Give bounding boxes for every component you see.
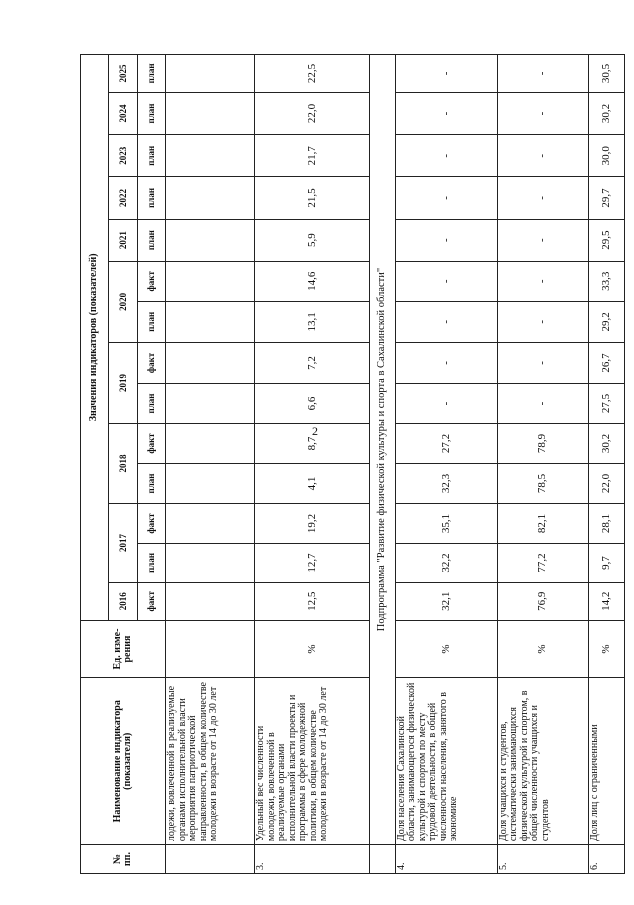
value-cell bbox=[166, 177, 255, 219]
value-cell: - bbox=[395, 301, 497, 342]
table-row bbox=[395, 55, 497, 874]
value-cell bbox=[166, 463, 255, 503]
value-cell: 5,9 bbox=[255, 219, 370, 261]
year-header: 2018 bbox=[108, 423, 138, 503]
value-cell: 76,9 bbox=[497, 582, 588, 620]
row-num: 6. bbox=[588, 845, 624, 874]
indicator-name: Доля учащихся и студентов, систематически занимающихся физической культурой и спортом, в общей численности учащихся и студентов bbox=[497, 678, 588, 845]
header-name: Наименование индикатора (показателя) bbox=[81, 678, 166, 845]
value-cell: - bbox=[395, 92, 497, 134]
table-row bbox=[497, 55, 588, 874]
value-cell: 33,3 bbox=[588, 261, 624, 301]
value-cell bbox=[166, 543, 255, 582]
header-unit: Ед. изме-рения bbox=[81, 620, 166, 678]
year-header: 2016 bbox=[108, 582, 138, 620]
value-cell: - bbox=[497, 92, 588, 134]
row-num: 4. bbox=[395, 845, 497, 874]
value-cell bbox=[166, 261, 255, 301]
year-header: 2017 bbox=[108, 503, 138, 582]
subheader: факт bbox=[138, 261, 166, 301]
value-cell bbox=[166, 383, 255, 423]
row-unit: % bbox=[395, 620, 497, 678]
value-cell bbox=[166, 423, 255, 463]
table-row bbox=[166, 55, 255, 874]
value-cell: 27,5 bbox=[588, 383, 624, 423]
subheader: план bbox=[138, 219, 166, 261]
value-cell: 32,1 bbox=[395, 582, 497, 620]
value-cell: 9,7 bbox=[588, 543, 624, 582]
subheader: план bbox=[138, 301, 166, 342]
value-cell: 4,1 bbox=[255, 463, 370, 503]
value-cell: 21,7 bbox=[255, 135, 370, 177]
value-cell: 7,2 bbox=[255, 342, 370, 383]
subheader: план bbox=[138, 55, 166, 93]
value-cell: 32,2 bbox=[395, 543, 497, 582]
value-cell: - bbox=[395, 383, 497, 423]
value-cell: 82,1 bbox=[497, 503, 588, 543]
subheader: факт bbox=[138, 342, 166, 383]
subheader: план bbox=[138, 383, 166, 423]
value-cell: 14,6 bbox=[255, 261, 370, 301]
subheader: план bbox=[138, 543, 166, 582]
row-unit: % bbox=[588, 620, 624, 678]
value-cell bbox=[166, 503, 255, 543]
value-cell bbox=[166, 92, 255, 134]
indicator-name: Удельный вес численности молодежи, вовлеченной в реализуемые органами исполнительной власти проекты и программы в сфере молодежной политики, в общем количестве молодежи в возрасте от 14 до 30 лет bbox=[255, 678, 370, 845]
year-header: 2021 bbox=[108, 219, 138, 261]
indicator-name: Доля лиц с ограниченными bbox=[588, 678, 624, 845]
value-cell: - bbox=[497, 135, 588, 177]
value-cell: 12,7 bbox=[255, 543, 370, 582]
value-cell: 19,2 bbox=[255, 503, 370, 543]
value-cell: - bbox=[395, 177, 497, 219]
year-header: 2020 bbox=[108, 261, 138, 342]
value-cell: 6,6 bbox=[255, 383, 370, 423]
year-header: 2023 bbox=[108, 135, 138, 177]
subprogram-row bbox=[370, 55, 396, 874]
row-num bbox=[166, 845, 255, 874]
value-cell: 78,5 bbox=[497, 463, 588, 503]
value-cell: 22,5 bbox=[255, 55, 370, 93]
value-cell: - bbox=[395, 55, 497, 93]
value-cell: - bbox=[497, 219, 588, 261]
value-cell: 22,0 bbox=[255, 92, 370, 134]
subprogram-title: Подпрограмма "Развитие физической культуры и спорта в Сахалинской области" bbox=[370, 55, 396, 845]
value-cell: 30,0 bbox=[588, 135, 624, 177]
value-cell: 30,2 bbox=[588, 423, 624, 463]
subheader: факт bbox=[138, 423, 166, 463]
value-cell: 29,7 bbox=[588, 177, 624, 219]
value-cell: 77,2 bbox=[497, 543, 588, 582]
subheader: план bbox=[138, 177, 166, 219]
header-num: № пп. bbox=[81, 845, 166, 874]
value-cell bbox=[166, 55, 255, 93]
year-header: 2019 bbox=[108, 342, 138, 423]
indicator-name: лодежи, вовлеченной в реализуемые органами исполнительной власти мероприятия патриотической направленности, в общем количестве молодежи в возрасте от 14 до 30 лет bbox=[166, 678, 255, 845]
value-cell: 35,1 bbox=[395, 503, 497, 543]
value-cell: - bbox=[497, 177, 588, 219]
value-cell: 29,5 bbox=[588, 219, 624, 261]
value-cell: - bbox=[497, 261, 588, 301]
indicators-table bbox=[80, 54, 625, 874]
value-cell: - bbox=[497, 342, 588, 383]
value-cell: - bbox=[497, 55, 588, 93]
header-group: Значения индикаторов (показателей) bbox=[81, 55, 109, 621]
indicator-name: Доля населения Сахалинской области, занимающегося физической культурой и спортом по месту трудовой деятельности, в общей численности населения, занятого в экономике bbox=[395, 678, 497, 845]
table-row bbox=[255, 55, 370, 874]
value-cell: 29,2 bbox=[588, 301, 624, 342]
value-cell: 27,2 bbox=[395, 423, 497, 463]
subheader: план bbox=[138, 135, 166, 177]
subheader: факт bbox=[138, 582, 166, 620]
value-cell: - bbox=[395, 135, 497, 177]
value-cell bbox=[166, 342, 255, 383]
row-unit: % bbox=[255, 620, 370, 678]
value-cell: 30,5 bbox=[588, 55, 624, 93]
value-cell: - bbox=[497, 301, 588, 342]
value-cell: 14,2 bbox=[588, 582, 624, 620]
value-cell: 22,0 bbox=[588, 463, 624, 503]
rotated-table-container bbox=[80, 54, 625, 874]
page-number: 2 bbox=[312, 424, 318, 438]
year-header: 2022 bbox=[108, 177, 138, 219]
subheader: факт bbox=[138, 503, 166, 543]
row-num: 3. bbox=[255, 845, 370, 874]
value-cell: 28,1 bbox=[588, 503, 624, 543]
subprogram-num-cell bbox=[370, 845, 396, 874]
year-header: 2025 bbox=[108, 55, 138, 93]
subheader: план bbox=[138, 92, 166, 134]
value-cell bbox=[166, 135, 255, 177]
value-cell bbox=[166, 301, 255, 342]
value-cell: - bbox=[395, 342, 497, 383]
row-num: 5. bbox=[497, 845, 588, 874]
value-cell bbox=[166, 582, 255, 620]
value-cell: 21,5 bbox=[255, 177, 370, 219]
value-cell: 12,5 bbox=[255, 582, 370, 620]
value-cell bbox=[166, 219, 255, 261]
value-cell: - bbox=[497, 383, 588, 423]
row-unit bbox=[166, 620, 255, 678]
value-cell: - bbox=[395, 261, 497, 301]
value-cell: 78,9 bbox=[497, 423, 588, 463]
value-cell: 26,7 bbox=[588, 342, 624, 383]
table-row bbox=[588, 55, 624, 874]
subheader: план bbox=[138, 463, 166, 503]
value-cell: 13,1 bbox=[255, 301, 370, 342]
year-header: 2024 bbox=[108, 92, 138, 134]
value-cell: 32,3 bbox=[395, 463, 497, 503]
value-cell: - bbox=[395, 219, 497, 261]
value-cell: 30,2 bbox=[588, 92, 624, 134]
value-cell: 8,7 bbox=[255, 423, 370, 463]
row-unit: % bbox=[497, 620, 588, 678]
